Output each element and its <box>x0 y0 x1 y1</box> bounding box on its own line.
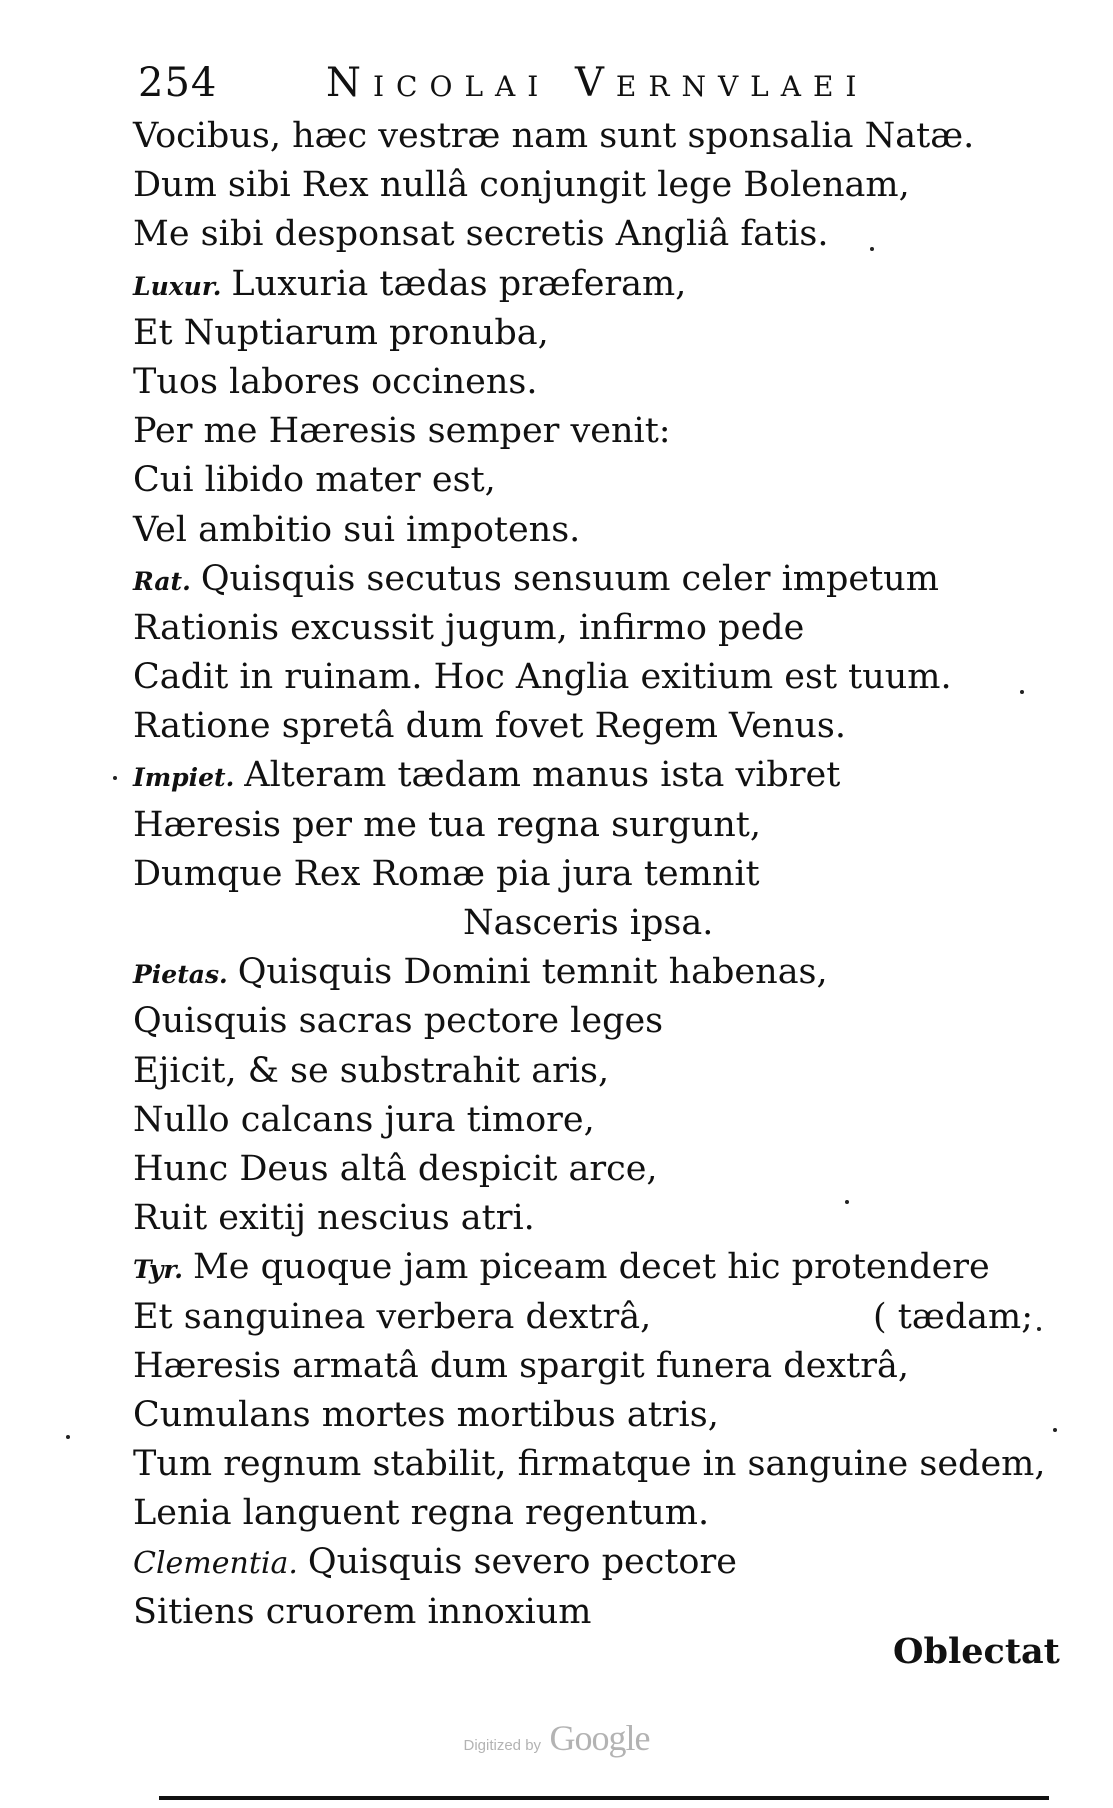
verse-line <box>133 309 1063 358</box>
speaker-label: Rat. <box>133 566 191 596</box>
verse-line <box>133 801 1063 850</box>
ink-speck <box>845 1200 849 1204</box>
verse-text <box>133 112 1063 1637</box>
line-text: Cui libido mater est, <box>133 460 496 501</box>
verse-line <box>133 604 1063 653</box>
line-text: Cumulans mortes mortibus atris, <box>133 1394 719 1435</box>
watermark-brand: Google <box>549 1718 650 1758</box>
verse-line <box>133 1538 1063 1587</box>
verse-line <box>133 1489 1063 1538</box>
verse-line <box>133 506 1063 555</box>
line-text: Ratione spretâ dum fovet Regem Venus. <box>133 706 847 747</box>
line-text: Quisquis Domini temnit habenas, <box>237 952 828 993</box>
verse-line <box>133 555 1063 604</box>
verse-line <box>133 1047 1063 1096</box>
speaker-label: Clementia. <box>133 1546 298 1582</box>
speaker-label: Pietas. <box>133 960 228 990</box>
verse-line <box>133 653 1063 702</box>
running-head: Nicolai Vernvlaei <box>326 60 869 106</box>
line-text: Quisquis secutus sensuum celer impetum <box>200 558 939 599</box>
ink-speck <box>870 247 874 251</box>
line-text: Vel ambitio sui impotens. <box>133 509 581 550</box>
verse-line <box>133 1588 1063 1637</box>
verse-line <box>133 702 1063 751</box>
verse-line <box>133 997 1063 1046</box>
line-text: Ruit exitij nescius atri. <box>133 1198 535 1239</box>
verse-line <box>133 407 1063 456</box>
watermark-prefix: Digitized by <box>463 1737 542 1754</box>
verse-line <box>133 358 1063 407</box>
verse-line <box>133 161 1063 210</box>
digitization-watermark <box>0 1717 1113 1759</box>
line-text: Per me Hæresis semper venit: <box>133 411 671 452</box>
line-text: Cadit in ruinam. Hoc Anglia exitium est tuum. <box>133 657 952 698</box>
verse-line <box>133 899 1063 948</box>
verse-line <box>133 751 1063 800</box>
ink-speck <box>1053 1428 1057 1432</box>
line-text: Me quoque jam piceam decet hic protendere <box>192 1247 990 1288</box>
line-text: Vocibus, hæc vestræ nam sunt sponsalia Natæ. <box>133 116 975 156</box>
verse-line <box>133 1391 1063 1440</box>
verse-line <box>133 260 1063 309</box>
verse-line <box>133 1145 1063 1194</box>
line-text: Tum regnum stabilit, firmatque in sanguine sedem, <box>133 1444 1046 1485</box>
verse-line <box>133 1342 1063 1391</box>
line-text: Dum sibi Rex nullâ conjungit lege Bolenam, <box>133 165 910 206</box>
page-number: 254 <box>138 60 218 106</box>
verse-line <box>133 948 1063 997</box>
verse-line <box>133 1096 1063 1145</box>
line-text: Hæresis armatâ dum spargit funera dextrâ, <box>133 1345 909 1386</box>
verse-line <box>133 850 1063 899</box>
ink-speck <box>1020 690 1024 694</box>
line-text: Hæresis per me tua regna surgunt, <box>133 804 762 845</box>
ink-speck <box>1037 1327 1041 1331</box>
verse-line <box>133 1440 1063 1489</box>
verse-line <box>133 1243 1063 1292</box>
line-text: Nullo calcans jura timore, <box>133 1099 595 1140</box>
catchword: Oblectat <box>893 1631 1060 1672</box>
line-text: Me sibi desponsat secretis Angliâ fatis. <box>133 214 829 255</box>
verse-line <box>133 1293 1063 1342</box>
ink-speck <box>113 776 117 780</box>
verse-line <box>133 210 1063 259</box>
line-text: Et Nuptiarum pronuba, <box>133 312 549 353</box>
speaker-label: Impiet. <box>133 763 235 793</box>
line-text: Rationis excussit jugum, infirmo pede <box>133 607 805 648</box>
ink-speck <box>66 1435 70 1439</box>
speaker-label: Luxur. <box>133 271 222 301</box>
line-turnover: ( tædam; <box>873 1296 1033 1337</box>
page-header <box>138 60 918 110</box>
line-text: Quisquis severo pectore <box>307 1542 737 1583</box>
bottom-scan-edge <box>159 1796 1049 1800</box>
line-text: Luxuria tædas præferam, <box>231 263 687 304</box>
line-text: Dumque Rex Romæ pia jura temnit <box>133 853 760 894</box>
verse-line <box>133 456 1063 505</box>
line-text: Ejicit, & se substrahit aris, <box>133 1050 610 1091</box>
line-text: Quisquis sacras pectore leges <box>133 1001 664 1042</box>
speaker-label: Tyr. <box>133 1255 183 1285</box>
line-text: Alteram tædam manus ista vibret <box>244 755 841 796</box>
line-text: Et sanguinea verbera dextrâ, <box>133 1296 652 1337</box>
line-text: Tuos labores occinens. <box>133 361 538 402</box>
verse-line <box>133 112 1063 161</box>
line-text: Nasceris ipsa. <box>463 903 714 943</box>
verse-line <box>133 1194 1063 1243</box>
line-text: Lenia languent regna regentum. <box>133 1493 710 1534</box>
line-text: Hunc Deus altâ despicit arce, <box>133 1148 658 1189</box>
line-text: Sitiens cruorem innoxium <box>133 1591 592 1632</box>
